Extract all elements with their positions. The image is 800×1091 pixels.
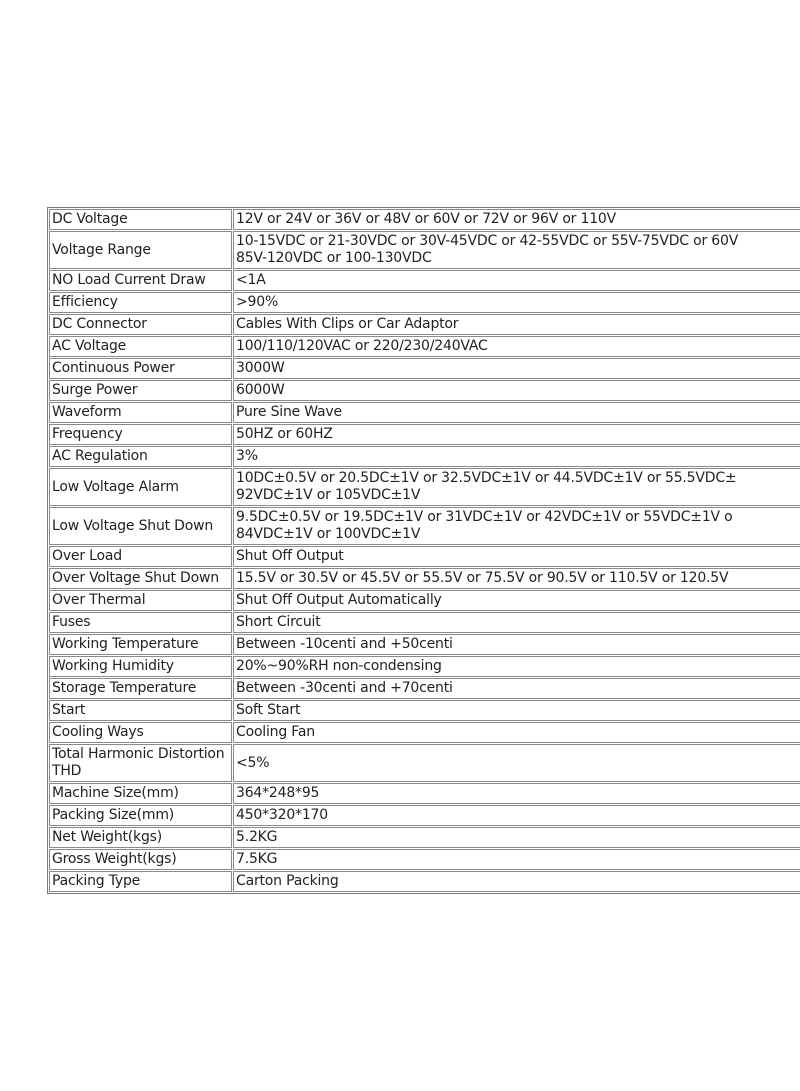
spec-label: Low Voltage Shut Down xyxy=(49,507,232,545)
spec-label: AC Voltage xyxy=(49,336,232,357)
spec-value: Cooling Fan xyxy=(233,722,800,743)
spec-value xyxy=(233,468,800,506)
spec-label: Packing Type xyxy=(49,871,232,892)
table-row xyxy=(49,612,800,633)
spec-label: Storage Temperature xyxy=(49,678,232,699)
table-row xyxy=(49,568,800,589)
spec-value: 3000W xyxy=(233,358,800,379)
spec-value: 364*248*95 xyxy=(233,783,800,804)
spec-label: Fuses xyxy=(49,612,232,633)
table-row xyxy=(49,590,800,611)
spec-value: 7.5KG xyxy=(233,849,800,870)
spec-label: NO Load Current Draw xyxy=(49,270,232,291)
table-row xyxy=(49,805,800,826)
table-row xyxy=(49,546,800,567)
spec-label: Machine Size(mm) xyxy=(49,783,232,804)
table-row xyxy=(49,336,800,357)
spec-value: Pure Sine Wave xyxy=(233,402,800,423)
spec-value xyxy=(233,231,800,269)
table-row xyxy=(49,424,800,445)
spec-label: Cooling Ways xyxy=(49,722,232,743)
spec-value: 50HZ or 60HZ xyxy=(233,424,800,445)
spec-label: Start xyxy=(49,700,232,721)
spec-value: Shut Off Output Automatically xyxy=(233,590,800,611)
spec-value xyxy=(233,507,800,545)
table-row xyxy=(49,270,800,291)
spec-value: Carton Packing xyxy=(233,871,800,892)
table-row xyxy=(49,380,800,401)
table-row xyxy=(49,231,800,269)
table-row xyxy=(49,849,800,870)
table-row xyxy=(49,744,800,782)
spec-label: Waveform xyxy=(49,402,232,423)
spec-label: Continuous Power xyxy=(49,358,232,379)
spec-value: Soft Start xyxy=(233,700,800,721)
table-row xyxy=(49,446,800,467)
spec-value-line: 10-15VDC or 21-30VDC or 30V-45VDC or 42-55VDC or 55V-75VDC or 60V xyxy=(236,233,739,249)
table-row xyxy=(49,700,800,721)
table-row xyxy=(49,468,800,506)
spec-label: Over Thermal xyxy=(49,590,232,611)
table-row xyxy=(49,634,800,655)
spec-label: Working Humidity xyxy=(49,656,232,677)
spec-value: Short Circuit xyxy=(233,612,800,633)
spec-value: Cables With Clips or Car Adaptor xyxy=(233,314,800,335)
spec-label: Over Voltage Shut Down xyxy=(49,568,232,589)
table-row xyxy=(49,402,800,423)
spec-label: Efficiency xyxy=(49,292,232,313)
spec-label: Working Temperature xyxy=(49,634,232,655)
table-row xyxy=(49,871,800,892)
spec-label: Total Harmonic Distortion THD xyxy=(49,744,232,782)
table-row xyxy=(49,209,800,230)
spec-value: Between -10centi and +50centi xyxy=(233,634,800,655)
spec-label: Net Weight(kgs) xyxy=(49,827,232,848)
table-row xyxy=(49,827,800,848)
spec-value: 15.5V or 30.5V or 45.5V or 55.5V or 75.5V or 90.5V or 110.5V or 120.5V xyxy=(233,568,800,589)
spec-value: 450*320*170 xyxy=(233,805,800,826)
table-row xyxy=(49,292,800,313)
spec-value: <1A xyxy=(233,270,800,291)
spec-value-line: 85V-120VDC or 100-130VDC xyxy=(236,250,432,266)
spec-value: 6000W xyxy=(233,380,800,401)
spec-label: Surge Power xyxy=(49,380,232,401)
spec-value: Shut Off Output xyxy=(233,546,800,567)
spec-value: 12V or 24V or 36V or 48V or 60V or 72V or 96V or 110V xyxy=(233,209,800,230)
table-row xyxy=(49,507,800,545)
spec-label: AC Regulation xyxy=(49,446,232,467)
spec-value: 20%~90%RH non-condensing xyxy=(233,656,800,677)
spec-label: Low Voltage Alarm xyxy=(49,468,232,506)
table-row xyxy=(49,722,800,743)
spec-value-line: 92VDC±1V or 105VDC±1V xyxy=(236,487,421,503)
spec-table xyxy=(47,207,800,894)
spec-label: Frequency xyxy=(49,424,232,445)
spec-label: DC Voltage xyxy=(49,209,232,230)
table-row xyxy=(49,358,800,379)
spec-value: >90% xyxy=(233,292,800,313)
spec-label: Packing Size(mm) xyxy=(49,805,232,826)
spec-label: Gross Weight(kgs) xyxy=(49,849,232,870)
spec-value-line: 9.5DC±0.5V or 19.5DC±1V or 31VDC±1V or 42VDC±1V or 55VDC±1V o xyxy=(236,509,733,525)
spec-value: 100/110/120VAC or 220/230/240VAC xyxy=(233,336,800,357)
table-row xyxy=(49,314,800,335)
table-row xyxy=(49,783,800,804)
spec-value-line: 10DC±0.5V or 20.5DC±1V or 32.5VDC±1V or 44.5VDC±1V or 55.5VDC± xyxy=(236,470,737,486)
spec-label: DC Connector xyxy=(49,314,232,335)
spec-table-container xyxy=(47,207,800,894)
spec-value: Between -30centi and +70centi xyxy=(233,678,800,699)
spec-value: <5% xyxy=(233,744,800,782)
spec-label: Voltage Range xyxy=(49,231,232,269)
table-row xyxy=(49,656,800,677)
table-row xyxy=(49,678,800,699)
spec-label: Over Load xyxy=(49,546,232,567)
spec-value-line: 84VDC±1V or 100VDC±1V xyxy=(236,526,421,542)
spec-value: 5.2KG xyxy=(233,827,800,848)
spec-value: 3% xyxy=(233,446,800,467)
